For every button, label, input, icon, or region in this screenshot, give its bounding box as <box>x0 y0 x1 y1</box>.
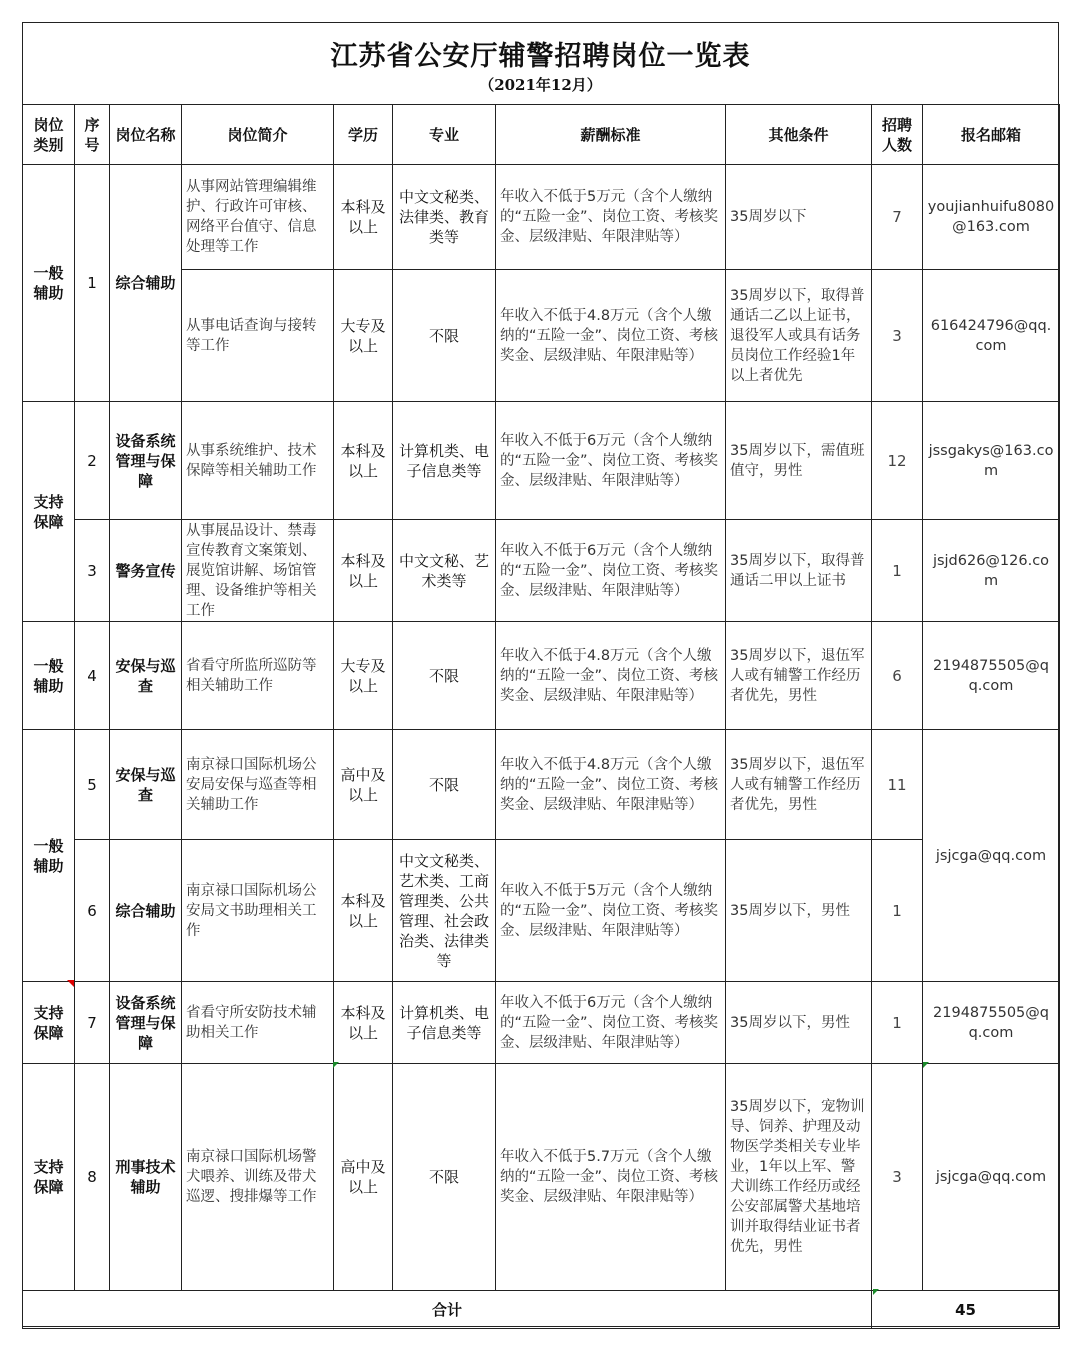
table-row <box>23 982 1060 1064</box>
cell-category: 支持保障 <box>23 982 75 1064</box>
cell-name: 安保与巡查 <box>110 730 182 840</box>
cell-name: 安保与巡查 <box>110 622 182 730</box>
cell-name: 综合辅助 <box>110 840 182 982</box>
cell-salary: 年收入不低于4.8万元（含个人缴纳的“五险一金”、岗位工资、考核奖金、层级津贴、年限津贴等） <box>496 270 726 402</box>
cell-edu: 高中及以上 <box>334 1064 393 1291</box>
comment-marker-red <box>67 980 74 987</box>
title-area <box>22 22 1059 104</box>
cell-major: 计算机类、电子信息类等 <box>393 402 496 520</box>
cell-other: 35周岁以下，退伍军人或有辅警工作经历者优先，男性 <box>726 730 872 840</box>
cell-intro: 从事展品设计、禁毒宣传教育文案策划、展览馆讲解、场馆管理、设备维护等相关工作 <box>182 520 334 622</box>
cell-salary: 年收入不低于6万元（含个人缴纳的“五险一金”、岗位工资、考核奖金、层级津贴、年限津贴等） <box>496 982 726 1064</box>
cell-email: 2194875505@qq.com <box>923 982 1060 1064</box>
col-header-category: 岗位类别 <box>23 105 75 165</box>
cell-major: 中文文秘类、艺术类、工商管理类、公共管理、社会政治类、法律类等 <box>393 840 496 982</box>
cell-intro: 从事电话查询与接转等工作 <box>182 270 334 402</box>
cell-email: 616424796@qq.com <box>923 270 1060 402</box>
cell-email: jsjcga@qq.com <box>923 730 1060 982</box>
col-header-edu: 学历 <box>334 105 393 165</box>
cell-count: 11 <box>872 730 923 840</box>
total-value: 45 <box>872 1291 1060 1329</box>
cell-edu: 高中及以上 <box>334 730 393 840</box>
page-title: 江苏省公安厅辅警招聘岗位一览表 <box>330 41 751 72</box>
cell-edu: 本科及以上 <box>334 982 393 1064</box>
cell-intro: 从事网站管理编辑维护、行政许可审核、网络平台值守、信息处理等工作 <box>182 165 334 270</box>
cell-salary: 年收入不低于4.8万元（含个人缴纳的“五险一金”、岗位工资、考核奖金、层级津贴、年限津贴等） <box>496 730 726 840</box>
cell-other: 35周岁以下 <box>726 165 872 270</box>
cell-other: 35周岁以下，取得普通话二甲以上证书 <box>726 520 872 622</box>
cell-major: 不限 <box>393 730 496 840</box>
cell-other: 35周岁以下，宠物训导、饲养、护理及动物医学类相关专业毕业，1年以上军、警犬训练工作经历或经公安部属警犬基地培训并取得结业证书者优先，男性 <box>726 1064 872 1291</box>
cell-seq: 5 <box>75 730 110 840</box>
cell-count: 6 <box>872 622 923 730</box>
cell-count: 1 <box>872 520 923 622</box>
cell-edu: 大专及以上 <box>334 622 393 730</box>
page-subtitle: （2021年12月） <box>479 76 602 94</box>
cell-other: 35周岁以下，男性 <box>726 840 872 982</box>
cell-email: 2194875505@qq.com <box>923 622 1060 730</box>
cell-category: 支持保障 <box>23 1064 75 1291</box>
cell-name: 警务宣传 <box>110 520 182 622</box>
comment-marker-green <box>873 1289 879 1295</box>
cell-count: 3 <box>872 270 923 402</box>
col-header-major: 专业 <box>393 105 496 165</box>
cell-count: 1 <box>872 982 923 1064</box>
cell-edu: 本科及以上 <box>334 520 393 622</box>
table-row <box>23 730 1060 840</box>
cell-edu: 本科及以上 <box>334 402 393 520</box>
cell-other: 35周岁以下，需值班值守，男性 <box>726 402 872 520</box>
total-label: 合计 <box>23 1291 872 1329</box>
table-row <box>23 165 1060 270</box>
cell-intro: 从事系统维护、技术保障等相关辅助工作 <box>182 402 334 520</box>
cell-seq: 4 <box>75 622 110 730</box>
comment-marker-green <box>923 1062 929 1068</box>
cell-count: 12 <box>872 402 923 520</box>
cell-count: 7 <box>872 165 923 270</box>
cell-name: 刑事技术辅助 <box>110 1064 182 1291</box>
table-row <box>23 520 1060 622</box>
cell-count: 1 <box>872 840 923 982</box>
cell-category: 支持保障 <box>23 402 75 622</box>
cell-other: 35周岁以下，取得普通话二乙以上证书，退役军人或具有话务员岗位工作经验1年以上者优先 <box>726 270 872 402</box>
recruitment-table <box>22 104 1060 1329</box>
col-header-other: 其他条件 <box>726 105 872 165</box>
cell-major: 中文文秘类、法律类、教育类等 <box>393 165 496 270</box>
cell-intro: 省看守所安防技术辅助相关工作 <box>182 982 334 1064</box>
cell-salary: 年收入不低于5.7万元（含个人缴纳的“五险一金”、岗位工资、考核奖金、层级津贴、年限津贴等） <box>496 1064 726 1291</box>
cell-count: 3 <box>872 1064 923 1291</box>
cell-intro: 南京禄口国际机场公安局安保与巡查等相关辅助工作 <box>182 730 334 840</box>
table-row <box>23 1064 1060 1291</box>
col-header-name: 岗位名称 <box>110 105 182 165</box>
cell-email: jssgakys@163.com <box>923 402 1060 520</box>
cell-email: jsjcga@qq.com <box>923 1064 1060 1291</box>
cell-seq: 6 <box>75 840 110 982</box>
cell-intro: 南京禄口国际机场公安局文书助理相关工作 <box>182 840 334 982</box>
col-header-count: 招聘人数 <box>872 105 923 165</box>
cell-intro: 省看守所监所巡防等相关辅助工作 <box>182 622 334 730</box>
total-row <box>23 1291 1060 1329</box>
col-header-salary: 薪酬标准 <box>496 105 726 165</box>
cell-name: 设备系统管理与保障 <box>110 402 182 520</box>
comment-marker-green <box>333 1062 339 1068</box>
cell-seq: 7 <box>75 982 110 1064</box>
cell-other: 35周岁以下，男性 <box>726 982 872 1064</box>
header-row <box>23 105 1060 165</box>
cell-major: 不限 <box>393 622 496 730</box>
cell-salary: 年收入不低于6万元（含个人缴纳的“五险一金”、岗位工资、考核奖金、层级津贴、年限津贴等） <box>496 520 726 622</box>
cell-category: 一般辅助 <box>23 622 75 730</box>
col-header-email: 报名邮箱 <box>923 105 1060 165</box>
cell-salary: 年收入不低于6万元（含个人缴纳的“五险一金”、岗位工资、考核奖金、层级津贴、年限津贴等） <box>496 402 726 520</box>
col-header-seq: 序号 <box>75 105 110 165</box>
cell-seq: 8 <box>75 1064 110 1291</box>
cell-name: 设备系统管理与保障 <box>110 982 182 1064</box>
cell-major: 不限 <box>393 1064 496 1291</box>
cell-salary: 年收入不低于4.8万元（含个人缴纳的“五险一金”、岗位工资、考核奖金、层级津贴、年限津贴等） <box>496 622 726 730</box>
cell-major: 不限 <box>393 270 496 402</box>
cell-category: 一般辅助 <box>23 730 75 982</box>
cell-salary: 年收入不低于5万元（含个人缴纳的“五险一金”、岗位工资、考核奖金、层级津贴、年限津贴等） <box>496 840 726 982</box>
cell-intro: 南京禄口国际机场警犬喂养、训练及带犬巡逻、搜排爆等工作 <box>182 1064 334 1291</box>
cell-major: 计算机类、电子信息类等 <box>393 982 496 1064</box>
cell-category: 一般辅助 <box>23 165 75 402</box>
table-row <box>23 402 1060 520</box>
cell-salary: 年收入不低于5万元（含个人缴纳的“五险一金”、岗位工资、考核奖金、层级津贴、年限津贴等） <box>496 165 726 270</box>
cell-seq: 3 <box>75 520 110 622</box>
cell-name: 综合辅助 <box>110 165 182 402</box>
cell-seq: 2 <box>75 402 110 520</box>
cell-seq: 1 <box>75 165 110 402</box>
cell-major: 中文文秘、艺术类等 <box>393 520 496 622</box>
cell-edu: 本科及以上 <box>334 165 393 270</box>
col-header-intro: 岗位简介 <box>182 105 334 165</box>
cell-edu: 大专及以上 <box>334 270 393 402</box>
cell-other: 35周岁以下，退伍军人或有辅警工作经历者优先，男性 <box>726 622 872 730</box>
table-row <box>23 622 1060 730</box>
table-row <box>23 840 1060 982</box>
cell-email: jsjd626@126.com <box>923 520 1060 622</box>
cell-edu: 本科及以上 <box>334 840 393 982</box>
cell-email: youjianhuifu8080@163.com <box>923 165 1060 270</box>
